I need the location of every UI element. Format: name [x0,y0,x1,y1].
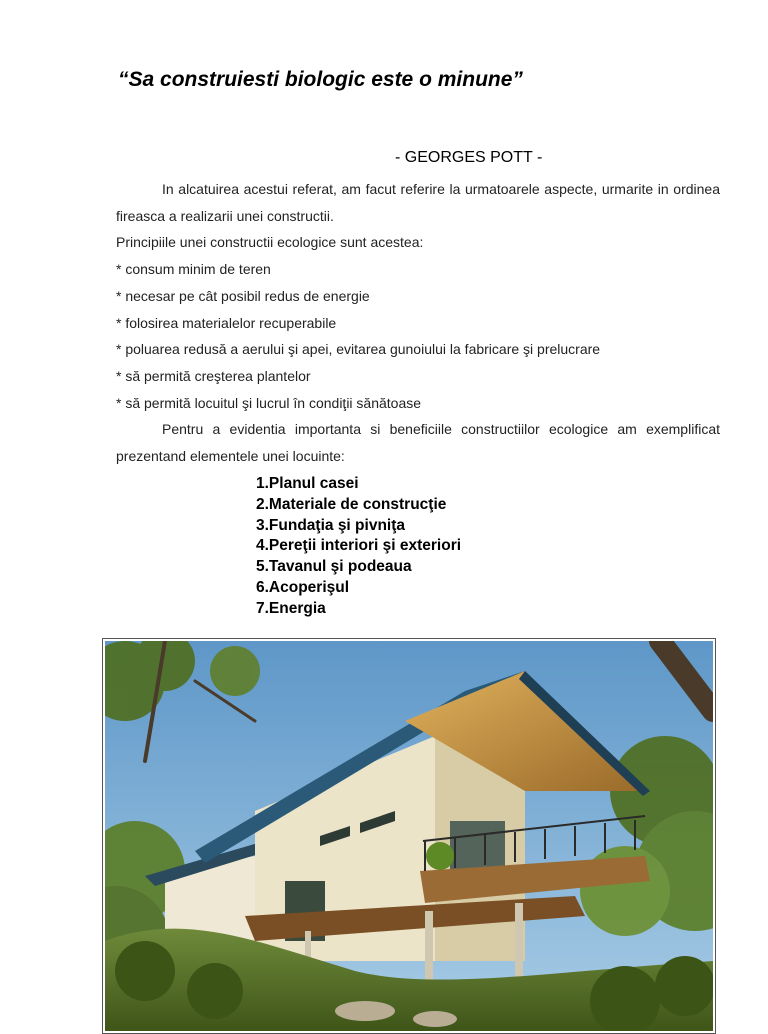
principle-item: * să permită creşterea plantelor [116,367,311,384]
hanging-plant [426,842,454,870]
principle-item: * consum minim de teren [116,261,271,278]
contents-item: 1.Planul casei [256,475,359,492]
contents-list [256,474,461,620]
closing-paragraph: Pentru a evidentia importanta si beneficiile constructiilor ecologice am exemplificat prezentand elementele unei locuinte: [116,421,720,465]
eco-house-illustration [105,641,713,1031]
contents-item: 6.Acoperişul [256,578,350,596]
principles-heading: Principiile unei constructii ecologice sunt acestea: [116,234,424,251]
contents-item: 4.Pereţii interiori şi exteriori [256,537,462,555]
quote-author: - GEORGES POTT - [395,149,543,166]
principle-item: * poluarea redusă a aerului şi apei, evitarea gunoiului la fabricare şi prelucrare [116,341,601,358]
body-text [116,176,720,470]
contents-item: 2.Materiale de construcţie [256,495,447,513]
contents-item: 3.Fundaţia şi pivniţa [256,516,405,534]
principle-item: * folosirea materialelor recuperabile [116,314,337,331]
intro-paragraph: In alcatuirea acestui referat, am facut referire la urmatoarele aspecte, urmarite in ordinea fireasca a realizarii unei constructii. [116,181,720,224]
document-title: “Sa construiesti biologic este o minune” [118,68,523,91]
house-photo [102,638,716,1034]
principle-item: * să permită locuitul şi lucrul în condiţii sănătoase [116,394,422,411]
contents-item: 5.Tavanul şi podeaua [256,558,412,576]
principle-item: * necesar pe cât posibil redus de energie [116,287,370,304]
contents-item: 7.Energia [256,599,326,617]
